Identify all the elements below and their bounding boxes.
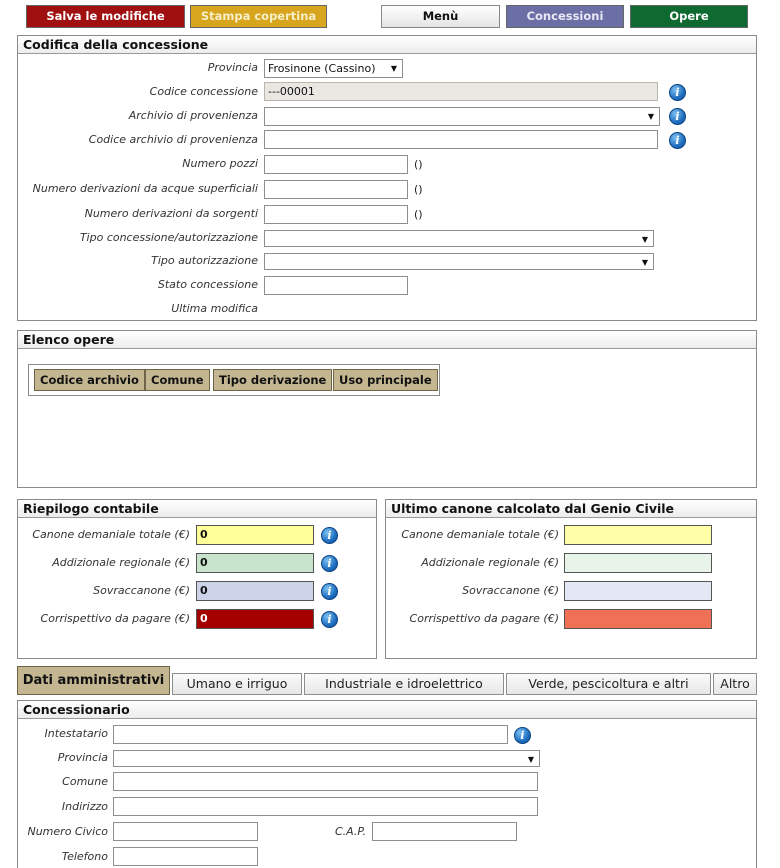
comune-input[interactable] xyxy=(113,772,538,791)
sovracanone-label: Sovraccanone (€) xyxy=(93,584,190,597)
info-icon[interactable]: i xyxy=(514,727,531,744)
archivio-label: Archivio di provenienza xyxy=(128,109,258,122)
opere-header-row xyxy=(34,369,434,391)
info-icon[interactable]: i xyxy=(669,84,686,101)
addizionale-field: 0 xyxy=(196,553,314,573)
concessionario-title: Concessionario xyxy=(18,701,756,719)
telefono-input[interactable] xyxy=(113,847,258,866)
intestatario-label: Intestatario xyxy=(44,727,108,740)
tab-industriale-idroelettrico[interactable]: Industriale e idroelettrico xyxy=(304,673,504,695)
info-icon[interactable]: i xyxy=(321,555,338,572)
col-comune[interactable]: Comune xyxy=(145,369,210,391)
tipo-autorizzazione-label: Tipo autorizzazione xyxy=(151,254,258,267)
provincia-value: Frosinone (Cassino) xyxy=(268,62,376,75)
info-icon[interactable]: i xyxy=(321,611,338,628)
numero-civico-label: Numero Civico xyxy=(27,825,108,838)
concessioni-button[interactable]: Concessioni xyxy=(506,5,624,28)
numero-civico-input[interactable] xyxy=(113,822,258,841)
col-codice-archivio[interactable]: Codice archivio xyxy=(34,369,145,391)
ultimo-sovracanone-label: Sovraccanone (€) xyxy=(462,584,559,597)
pozzi-paren: () xyxy=(414,158,423,171)
concessionario-panel xyxy=(17,700,757,868)
addizionale-label: Addizionale regionale (€) xyxy=(52,556,190,569)
sovracanone-field: 0 xyxy=(196,581,314,601)
acque-superficiali-input[interactable] xyxy=(264,180,408,199)
ultimo-canone-field xyxy=(564,525,712,545)
tab-altro[interactable]: Altro xyxy=(713,673,757,695)
codifica-title: Codifica della concessione xyxy=(18,36,756,54)
sorgenti-input[interactable] xyxy=(264,205,408,224)
menu-button[interactable]: Menù xyxy=(381,5,500,28)
canone-label: Canone demaniale totale (€) xyxy=(32,528,190,541)
conc-provincia-select[interactable] xyxy=(113,750,540,767)
provincia-select[interactable] xyxy=(264,59,403,78)
intestatario-input[interactable] xyxy=(113,725,508,744)
ultimo-addizionale-field xyxy=(564,553,712,573)
codifica-panel xyxy=(17,35,757,321)
acque-superficiali-label: Numero derivazioni da acque superficiali xyxy=(32,182,258,195)
col-tipo-derivazione[interactable]: Tipo derivazione xyxy=(213,369,332,391)
numero-pozzi-input[interactable] xyxy=(264,155,408,174)
riepilogo-title: Riepilogo contabile xyxy=(18,500,376,518)
ultimo-corrispettivo-field xyxy=(564,609,712,629)
tab-verde-pescicoltura[interactable]: Verde, pescicoltura e altri xyxy=(506,673,711,695)
corrispettivo-field: 0 xyxy=(196,609,314,629)
cap-label: C.A.P. xyxy=(334,825,366,838)
col-uso-principale[interactable]: Uso principale xyxy=(333,369,438,391)
ultimo-canone-title: Ultimo canone calcolato dal Genio Civile xyxy=(386,500,756,518)
save-button[interactable]: Salva le modifiche xyxy=(26,5,185,28)
info-icon[interactable]: i xyxy=(669,108,686,125)
ultima-modifica-label: Ultima modifica xyxy=(171,302,258,315)
opere-button[interactable]: Opere xyxy=(630,5,748,28)
stato-concessione-label: Stato concessione xyxy=(157,278,258,291)
tipo-concessione-label: Tipo concessione/autorizzazione xyxy=(79,231,258,244)
codice-archivio-input[interactable] xyxy=(264,130,658,149)
info-icon[interactable]: i xyxy=(669,132,686,149)
cap-input[interactable] xyxy=(372,822,517,841)
print-cover-button[interactable]: Stampa copertina xyxy=(190,5,327,28)
comune-label: Comune xyxy=(62,775,108,788)
info-icon[interactable]: i xyxy=(321,583,338,600)
ultimo-addizionale-label: Addizionale regionale (€) xyxy=(421,556,559,569)
codice-concessione-field: ---00001 xyxy=(264,82,658,101)
codice-archivio-label: Codice archivio di provenienza xyxy=(88,133,258,146)
elenco-opere-title: Elenco opere xyxy=(18,331,756,349)
canone-field: 0 xyxy=(196,525,314,545)
ultimo-corrispettivo-label: Corrispettivo da pagare (€) xyxy=(409,612,559,625)
indirizzo-input[interactable] xyxy=(113,797,538,816)
codice-concessione-label: Codice concessione xyxy=(149,85,258,98)
conc-provincia-label: Provincia xyxy=(57,751,108,764)
provincia-label: Provincia xyxy=(207,61,258,74)
riepilogo-panel xyxy=(17,499,377,659)
ultimo-sovracanone-field xyxy=(564,581,712,601)
indirizzo-label: Indirizzo xyxy=(61,800,108,813)
ultimo-canone-panel xyxy=(385,499,757,659)
tipo-autorizzazione-select[interactable] xyxy=(264,253,654,270)
archivio-select[interactable] xyxy=(264,107,660,126)
tipo-concessione-select[interactable] xyxy=(264,230,654,247)
ultimo-canone-label: Canone demaniale totale (€) xyxy=(401,528,559,541)
telefono-label: Telefono xyxy=(61,850,108,863)
tab-umano-irriguo[interactable]: Umano e irriguo xyxy=(172,673,302,695)
acque-paren: () xyxy=(414,183,423,196)
elenco-opere-panel xyxy=(17,330,757,488)
opere-table xyxy=(28,364,440,396)
tab-dati-amministrativi[interactable]: Dati amministrativi xyxy=(17,666,170,695)
corrispettivo-label: Corrispettivo da pagare (€) xyxy=(40,612,190,625)
info-icon[interactable]: i xyxy=(321,527,338,544)
sorgenti-label: Numero derivazioni da sorgenti xyxy=(84,207,258,220)
sorgenti-paren: () xyxy=(414,208,423,221)
numero-pozzi-label: Numero pozzi xyxy=(182,157,258,170)
stato-concessione-input[interactable] xyxy=(264,276,408,295)
